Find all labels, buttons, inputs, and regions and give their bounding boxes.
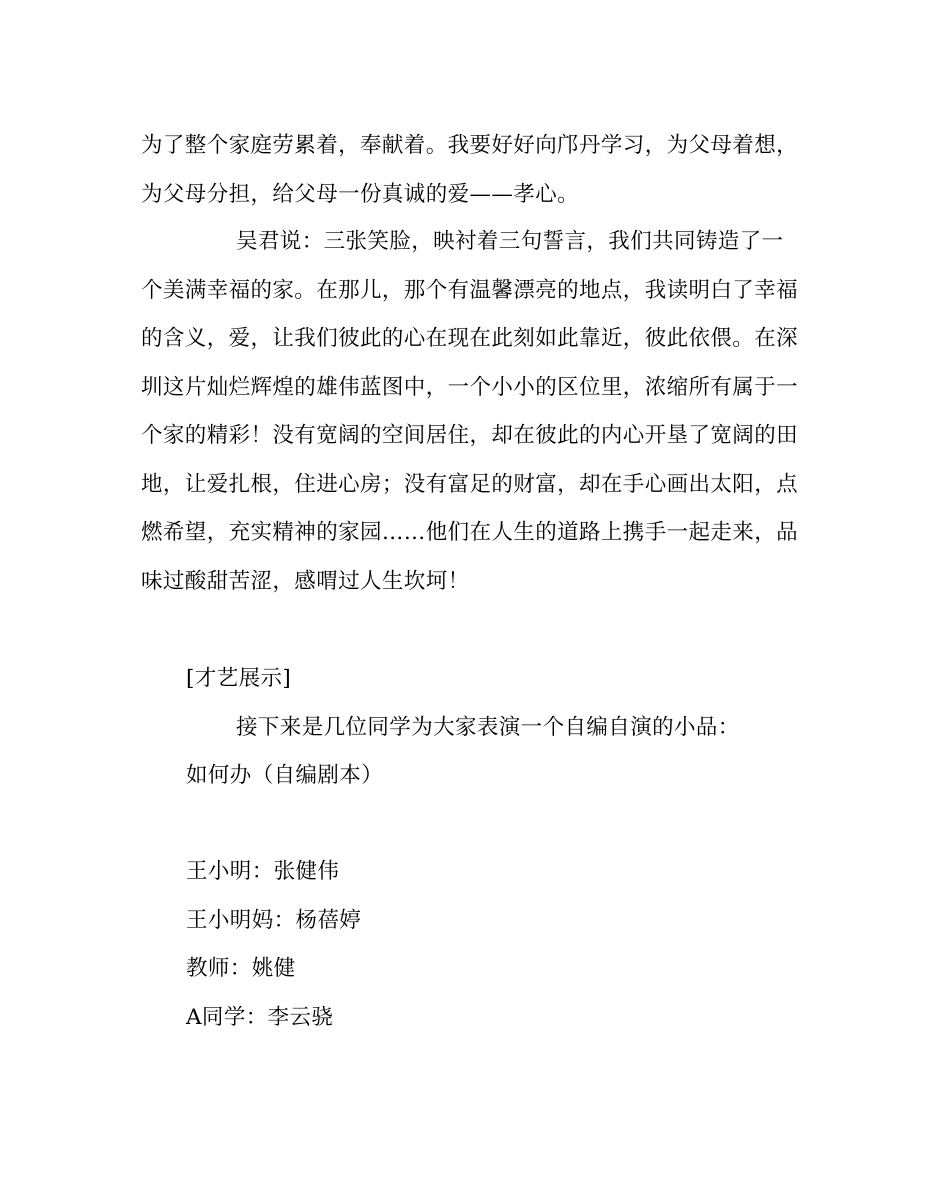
paragraph-line: 的含义，爱，让我们彼此的心在现在此刻如此靠近，彼此依偎。在深 (141, 326, 799, 351)
paragraph-line: 个美满幸福的家。在那儿，那个有温馨漂亮的地点，我读明白了幸福 (141, 278, 799, 303)
section-heading: [才艺展示] (186, 666, 292, 691)
paragraph-line: 为父母分担，给父母一份真诚的爱——孝心。 (141, 182, 580, 207)
cast-item: 教师：姚健 (186, 956, 296, 981)
cast-item: A同学：李云骁 (186, 1005, 334, 1030)
paragraph-line: 地，让爱扎根，住进心房；没有富足的财富，却在手心画出太阳，点 (141, 472, 799, 497)
paragraph-line: 圳这片灿烂辉煌的雄伟蓝图中，一个小小的区位里，浓缩所有属于一 (141, 375, 799, 400)
paragraph-line: 吴君说：三张笑脸，映衬着三句誓言，我们共同铸造了一 (236, 229, 784, 254)
cast-item: 王小明妈：杨蓓婷 (186, 908, 362, 933)
paragraph-line: 燃希望，充实精神的家园……他们在人生的道路上携手一起走来，品 (141, 520, 799, 545)
paragraph-line: 味过酸甜苦涩，感喟过人生坎坷！ (141, 569, 470, 594)
paragraph-line: 个家的精彩！没有宽阔的空间居住，却在彼此的内心开垦了宽阔的田 (141, 423, 799, 448)
script-title: 如何办（自编剧本） (186, 763, 384, 788)
section-intro: 接下来是几位同学为大家表演一个自编自演的小品： (236, 715, 740, 740)
cast-item: 王小明：张健伟 (186, 859, 340, 884)
paragraph-line: 为了整个家庭劳累着，奉献着。我要好好向邝丹学习，为父母着想， (141, 133, 799, 158)
